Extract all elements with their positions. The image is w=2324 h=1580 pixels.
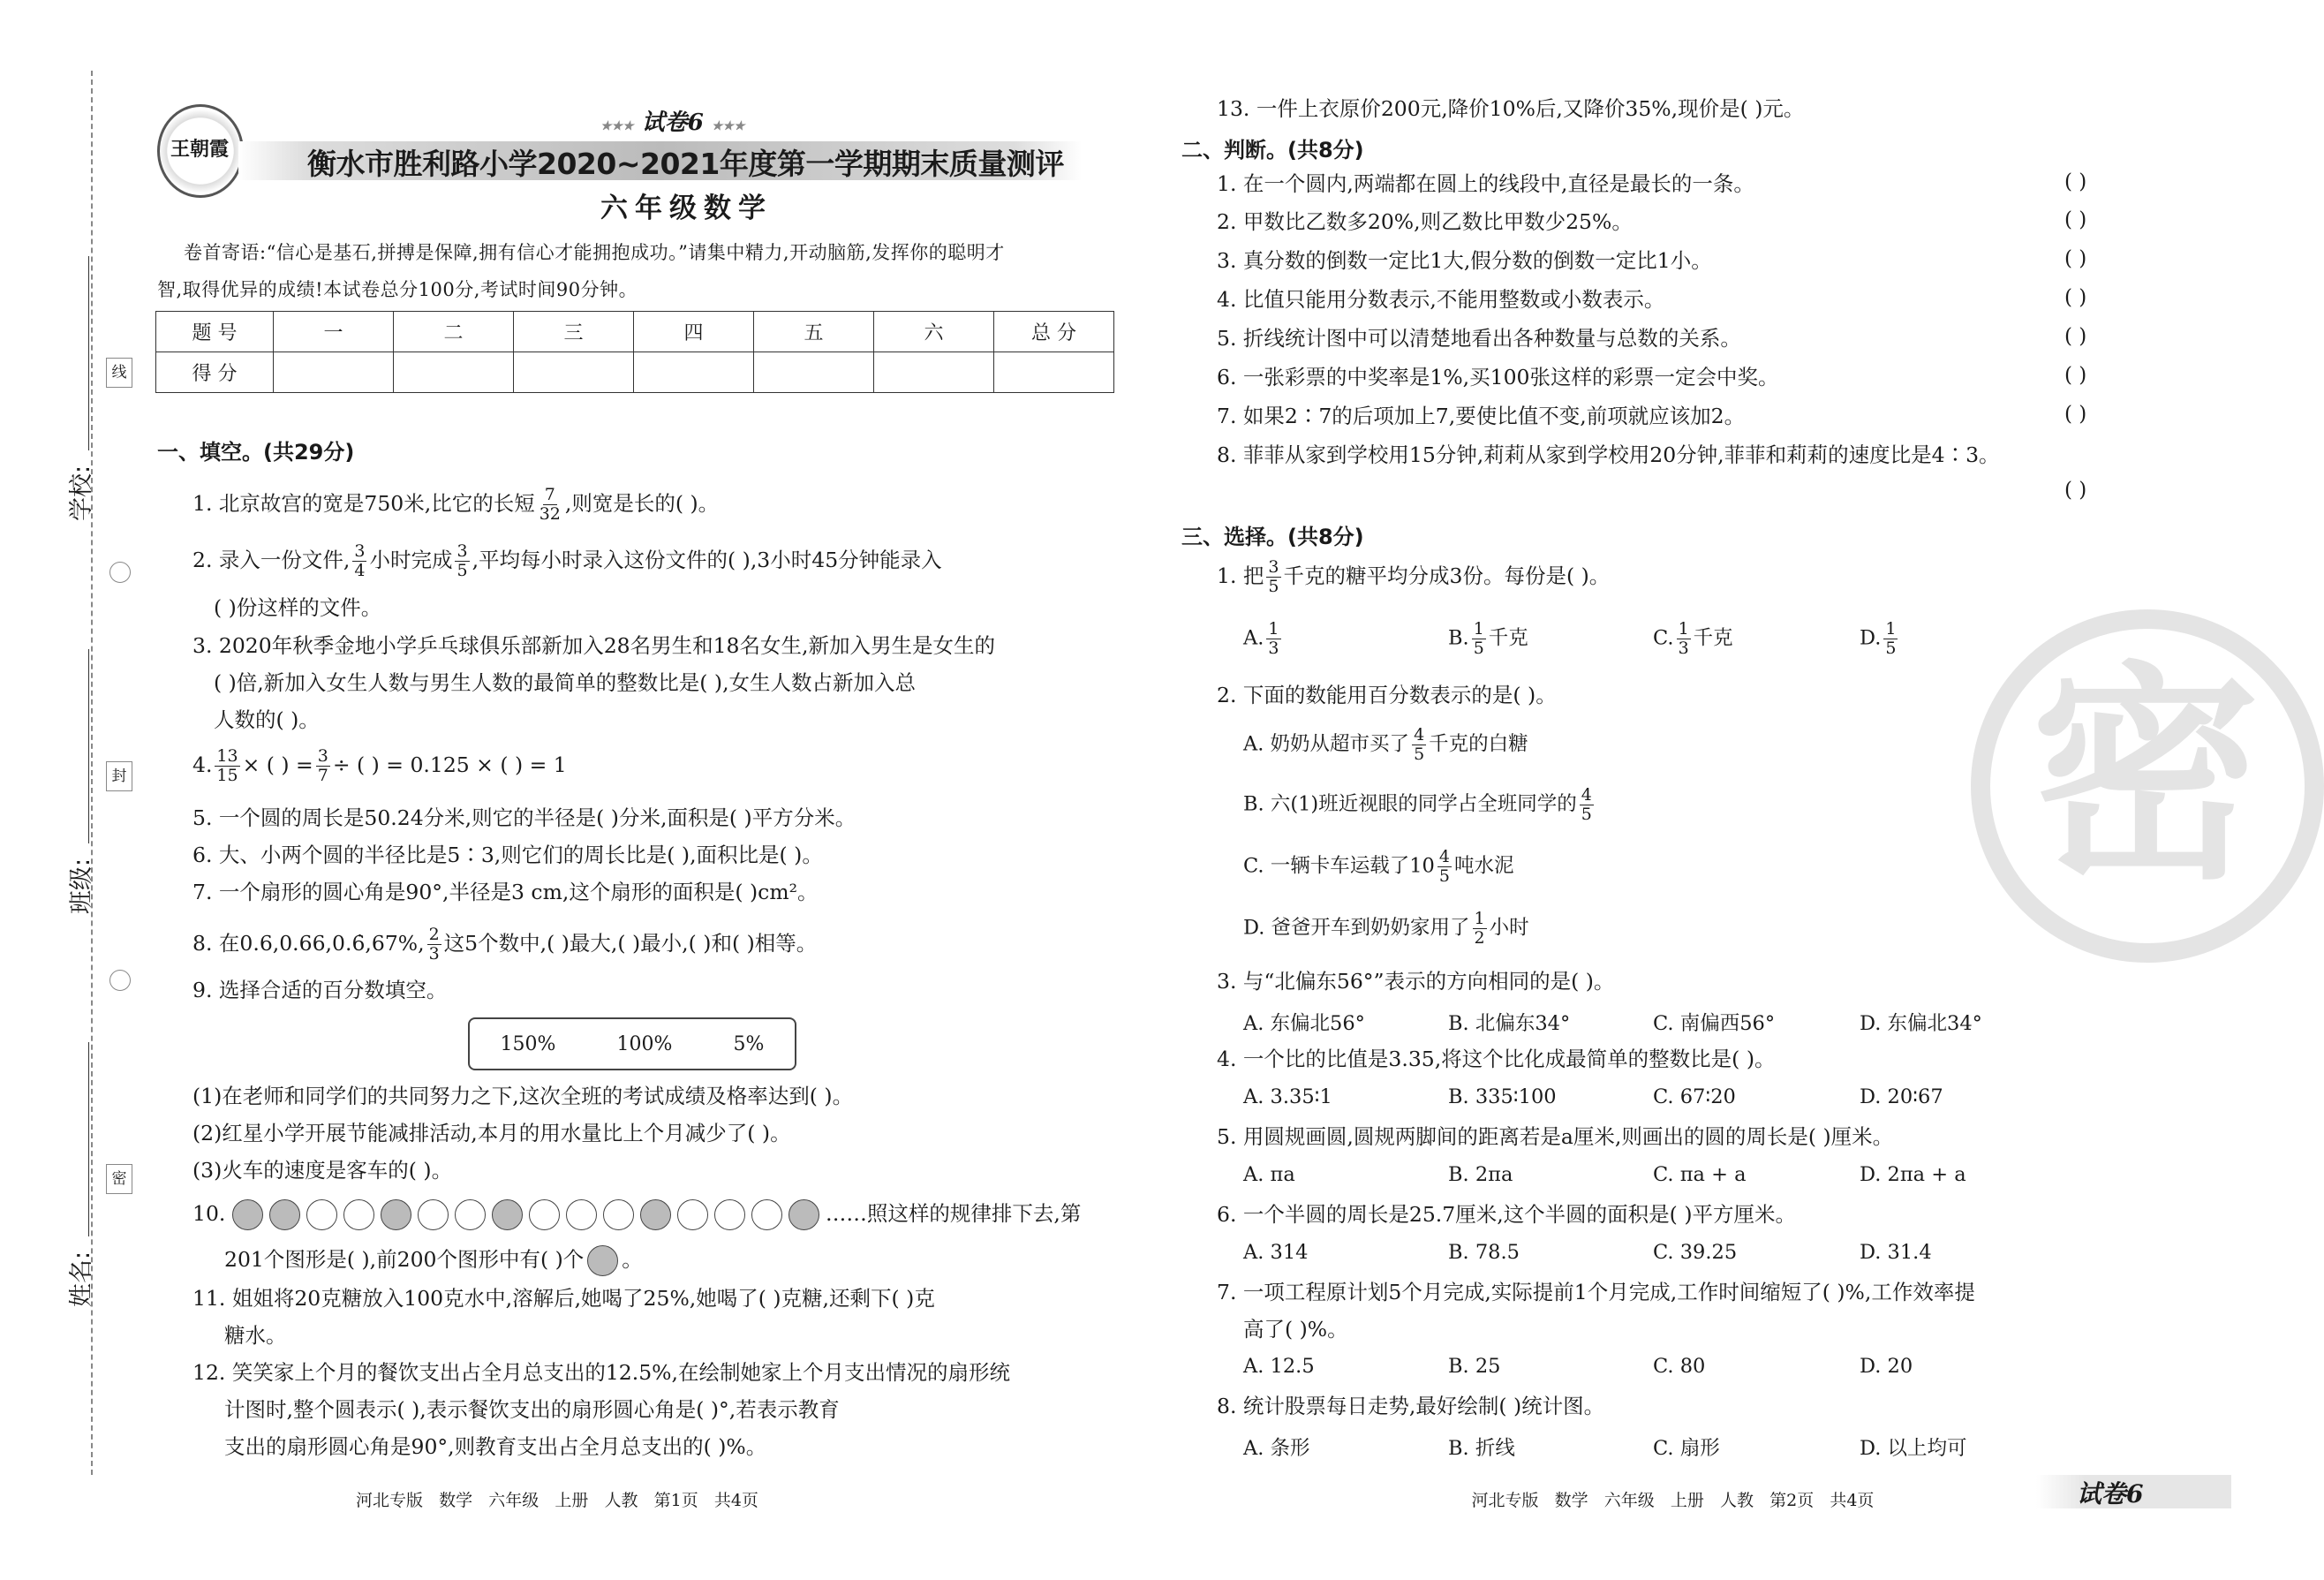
school-label: 学校:	[68, 465, 95, 521]
score-cell[interactable]	[514, 352, 634, 393]
choice-question: 5. 用圆规画圆,圆规两脚间的距离若是a厘米,则画出的圆的周长是( )厘米。	[1217, 1124, 1894, 1149]
percent-option: 5%	[733, 1032, 765, 1055]
q2-text: 2. 录入一份文件,	[192, 548, 351, 572]
numerator: 2	[428, 925, 440, 944]
answer-paren[interactable]: ( )	[2064, 479, 2087, 502]
choice-option[interactable]: D. 2πa + a	[1860, 1163, 1966, 1186]
fraction	[316, 747, 330, 785]
score-cell[interactable]	[874, 352, 994, 393]
question-10-cont	[224, 1245, 643, 1276]
question-12-cont: 支出的扇形圆心角是90°,则教育支出占全月总支出的( )%。	[224, 1434, 767, 1459]
score-cell[interactable]	[994, 352, 1114, 393]
white-circle-icon	[677, 1199, 708, 1230]
true-false-item: 2. 甲数比乙数多20%,则乙数比甲数少25%。	[1217, 209, 1633, 234]
choice-1-option-d[interactable]: D. $\frac{1}{5}$	[1860, 619, 1897, 658]
choice-question-cont: 高了( )%。	[1243, 1317, 1348, 1342]
table-header: 五	[754, 312, 874, 352]
q4-text: 4.	[192, 752, 213, 777]
choice-option[interactable]: C. 80	[1653, 1355, 1706, 1378]
table-row	[156, 312, 1114, 352]
table-header: 一	[274, 312, 394, 352]
choice-option[interactable]: B. 335∶100	[1448, 1085, 1557, 1108]
white-circle-icon	[306, 1199, 337, 1230]
q10-text: 201个图形是( ),前200个图形中有( )个	[224, 1247, 585, 1272]
choice-option[interactable]: B. 25	[1448, 1355, 1501, 1378]
choice-1-option-b[interactable]: B. $\frac{1}{5}$ 千克	[1448, 619, 1528, 658]
question-4	[192, 747, 567, 785]
choice-option[interactable]: A. 条形	[1243, 1437, 1310, 1460]
true-false-item: 3. 真分数的倒数一定比1大,假分数的倒数一定比1小。	[1217, 248, 1712, 273]
question-9: 9. 选择合适的百分数填空。	[192, 978, 448, 1002]
answer-paren[interactable]: ( )	[2064, 170, 2087, 193]
choice-option[interactable]: C. 扇形	[1653, 1437, 1720, 1460]
question-9-3: (3)火车的速度是客车的( )。	[192, 1158, 453, 1183]
score-cell[interactable]	[394, 352, 514, 393]
white-circle-icon	[603, 1199, 634, 1230]
logo-text: 王朝霞	[170, 139, 229, 161]
choice-2-option-d[interactable]: D. 爸爸开车到奶奶家用了 $\frac{1}{2}$ 小时	[1243, 909, 1529, 948]
choice-option[interactable]: A. 3.35∶1	[1243, 1085, 1332, 1108]
question-2	[192, 542, 942, 580]
question-5: 5. 一个圆的周长是50.24分米,则它的半径是( )分米,面积是( )平方分米。	[192, 805, 856, 830]
score-cell[interactable]	[754, 352, 874, 393]
seal-watermark-glyph: 密	[2031, 644, 2260, 911]
fraction	[455, 542, 469, 580]
score-cell[interactable]	[274, 352, 394, 393]
choice-option[interactable]: D. 20	[1860, 1355, 1913, 1378]
question-9-1: (1)在老师和同学们的共同努力之下,这次全班的考试成绩及格率达到( )。	[192, 1084, 854, 1108]
choice-option[interactable]: C. 67∶20	[1653, 1085, 1736, 1108]
question-12-cont: 计图时,整个圆表示( ),表示餐饮支出的扇形圆心角是( )°,若表示教育	[224, 1397, 840, 1422]
name-label: 姓名:	[68, 1251, 95, 1307]
numerator: 7	[544, 485, 555, 504]
choice-1-option-c[interactable]: C. $\frac{1}{3}$ 千克	[1653, 619, 1733, 658]
numerator: 3	[317, 746, 328, 766]
gray-circle-icon	[587, 1245, 618, 1276]
q2-text: 小时完成	[369, 548, 453, 572]
table-header: 得 分	[156, 352, 274, 393]
footer-right: 河北专版 数学 六年级 上册 人教 第2页 共4页	[1471, 1491, 1875, 1510]
score-cell[interactable]	[634, 352, 754, 393]
true-false-item: 7. 如果2∶7的后项加上7,要使比值不变,前项就应该加2。	[1217, 404, 1746, 428]
school-blank[interactable]	[88, 256, 89, 450]
choice-question: 4. 一个比的比值是3.35,将这个比化成最简单的整数比是( )。	[1217, 1047, 1776, 1071]
denominator: 5	[456, 561, 468, 580]
score-table	[155, 311, 1114, 393]
choice-2-option-c[interactable]: C. 一辆卡车运载了10 $\frac{4}{5}$ 吨水泥	[1243, 847, 1514, 886]
answer-paren[interactable]: ( )	[2064, 403, 2087, 426]
q2-text: ,平均每小时录入这份文件的( ),3小时45分钟能录入	[472, 548, 942, 572]
question-8	[192, 926, 817, 964]
choice-question: 7. 一项工程原计划5个月完成,实际提前1个月完成,工作时间缩短了( )%,工作效率提	[1217, 1280, 1975, 1304]
seal-mark-seal: 封	[106, 761, 132, 791]
question-11: 11. 姐姐将20克糖放入100克水中,溶解后,她喝了25%,她喝了( )克糖,还剩下( )克	[192, 1286, 935, 1311]
class-blank[interactable]	[88, 649, 89, 843]
true-false-item: 4. 比值只能用分数表示,不能用整数或小数表示。	[1217, 287, 1665, 312]
choice-option[interactable]: D. 以上均可	[1860, 1437, 1967, 1460]
paper-badge	[600, 104, 745, 137]
choice-option[interactable]: C. πa + a	[1653, 1163, 1747, 1186]
question-11-cont: 糖水。	[224, 1323, 287, 1348]
star-icon: ★★★	[711, 119, 745, 133]
star-icon: ★★★	[600, 119, 634, 133]
badge-text: 试卷6	[641, 110, 704, 136]
section-1-title: 一、填空。(共29分)	[157, 440, 355, 465]
true-false-item: 8. 菲菲从家到学校用15分钟,莉莉从家到学校用20分钟,菲菲和莉莉的速度比是4∶3。	[1217, 442, 2000, 467]
section-3-title: 三、选择。(共8分)	[1181, 525, 1364, 549]
binding-hole-icon	[109, 970, 131, 991]
fraction	[427, 926, 441, 964]
choice-option[interactable]: B. 78.5	[1448, 1241, 1520, 1264]
q8-text: 8. 在0.6,0.66,0.6̇,67%,	[192, 931, 425, 956]
answer-paren[interactable]: ( )	[2064, 325, 2087, 348]
table-row	[156, 352, 1114, 393]
q4-text: × ( ) =	[242, 752, 313, 777]
choice-option[interactable]: A. 314	[1243, 1241, 1309, 1264]
table-header: 总 分	[994, 312, 1114, 352]
true-false-item: 1. 在一个圆内,两端都在圆上的线段中,直径是最长的一条。	[1217, 171, 1754, 196]
denominator: 15	[216, 766, 238, 785]
table-header: 四	[634, 312, 754, 352]
choice-option[interactable]: A. 12.5	[1243, 1355, 1315, 1378]
fraction	[1266, 558, 1280, 596]
choice-1-option-a[interactable]: A. $\frac{1}{3}$	[1243, 619, 1279, 658]
choice-question: 8. 统计股票每日走势,最好绘制( )统计图。	[1217, 1394, 1605, 1418]
white-circle-icon	[529, 1199, 560, 1230]
choice-option[interactable]: C. 39.25	[1653, 1241, 1738, 1264]
gray-circle-icon	[232, 1199, 263, 1230]
page-subtitle: 六年级数学	[600, 193, 773, 224]
true-false-item: 5. 折线统计图中可以清楚地看出各种数量与总数的关系。	[1217, 326, 1741, 351]
fraction	[352, 542, 366, 580]
choice-2-option-b[interactable]: B. 六(1)班近视眼的同学占全班同学的 $\frac{4}{5}$	[1243, 785, 1592, 824]
white-circle-icon	[751, 1199, 782, 1230]
numerator: 3	[1268, 557, 1279, 577]
choice-option[interactable]: B. 北偏东34°	[1448, 1012, 1571, 1035]
white-circle-icon	[343, 1199, 374, 1230]
c1-text: 1. 把	[1217, 563, 1264, 588]
choice-option[interactable]: A. πa	[1243, 1163, 1295, 1186]
choice-option[interactable]: D. 东偏北34°	[1860, 1012, 1982, 1035]
gray-circle-icon	[381, 1199, 411, 1230]
choice-option[interactable]: D. 20∶67	[1860, 1085, 1943, 1108]
denominator: 32	[539, 504, 561, 524]
numerator: 3	[456, 541, 468, 561]
numerator: 3	[354, 541, 366, 561]
circle-sequence	[232, 1201, 826, 1226]
answer-paren[interactable]: ( )	[2064, 208, 2087, 231]
gray-circle-icon	[640, 1199, 671, 1230]
binding-hole-icon	[109, 562, 131, 583]
white-circle-icon	[566, 1199, 597, 1230]
choice-question: 3. 与“北偏东56°”表示的方向相同的是( )。	[1217, 969, 1615, 994]
answer-paren[interactable]: ( )	[2064, 286, 2087, 309]
percent-choice-box	[468, 1017, 796, 1070]
gray-circle-icon	[788, 1199, 819, 1230]
numerator: 13	[216, 746, 238, 766]
paper-tag-label: 试卷6	[2077, 1479, 2144, 1508]
choice-1	[1217, 558, 1610, 596]
denominator: 4	[354, 561, 366, 580]
seal-mark-line: 线	[106, 358, 132, 388]
question-2-cont: ( )份这样的文件。	[214, 595, 382, 620]
intro-line-1: 卷首寄语:“信心是基石,拼搏是保障,拥有信心才能拥抱成功。”请集中精力,开动脑筋,发挥你的聪明才	[184, 242, 1005, 263]
page-title: 衡水市胜利路小学2020~2021年度第一学期期末质量测评	[307, 147, 1064, 181]
choice-option[interactable]: A. 东偏北56°	[1243, 1012, 1365, 1035]
percent-option: 100%	[616, 1032, 673, 1055]
percent-option: 150%	[500, 1032, 556, 1055]
table-header: 六	[874, 312, 994, 352]
q10-text: ……照这样的规律排下去,第	[825, 1201, 1082, 1226]
question-3: 3. 2020年秋季金地小学乒乓球俱乐部新加入28名男生和18名女生,新加入男生是女生的	[192, 633, 995, 658]
question-10	[192, 1199, 1081, 1230]
q1-text: 1. 北京故宫的宽是750米,比它的长短	[192, 491, 535, 516]
question-6: 6. 大、小两个圆的半径比是5∶3,则它们的周长比是( ),面积比是( )。	[192, 843, 823, 867]
white-circle-icon	[455, 1199, 486, 1230]
question-12: 12. 笑笑家上个月的餐饮支出占全月总支出的12.5%,在绘制她家上个月支出情况的扇形统	[192, 1360, 1010, 1385]
question-7: 7. 一个扇形的圆心角是90°,半径是3 cm,这个扇形的面积是( )cm²。	[192, 880, 819, 904]
class-label: 班级:	[68, 858, 95, 914]
choice-option[interactable]: D. 31.4	[1860, 1241, 1932, 1264]
denominator: 7	[317, 766, 328, 785]
answer-paren[interactable]: ( )	[2064, 364, 2087, 387]
choice-option[interactable]: B. 2πa	[1448, 1163, 1513, 1186]
denominator: 3	[428, 944, 440, 964]
q10-text: 10.	[192, 1201, 226, 1226]
intro-line-2: 智,取得优异的成绩!本试卷总分100分,考试时间90分钟。	[157, 279, 638, 300]
name-blank[interactable]	[88, 1042, 89, 1236]
true-false-item: 6. 一张彩票的中奖率是1%,买100张这样的彩票一定会中奖。	[1217, 365, 1779, 389]
seal-mark-secret: 密	[106, 1164, 132, 1194]
q1-text: ,则宽是长的( )。	[564, 491, 720, 516]
gray-circle-icon	[492, 1199, 523, 1230]
choice-2-option-a[interactable]: A. 奶奶从超市买了 $\frac{4}{5}$ 千克的白糖	[1243, 725, 1528, 764]
q10-text: 。	[622, 1247, 643, 1272]
table-header: 二	[394, 312, 514, 352]
choice-question: 6. 一个半圆的周长是25.7厘米,这个半圆的面积是( )平方厘米。	[1217, 1202, 1796, 1227]
denominator: 5	[1268, 577, 1279, 596]
q8-text: 这5个数中,( )最大,( )最小,( )和( )相等。	[443, 931, 818, 956]
question-3-cont: ( )倍,新加入女生人数与男生人数的最简单的整数比是( ),女生人数占新加入总	[214, 670, 917, 695]
question-9-2: (2)红星小学开展节能减排活动,本月的用水量比上个月减少了( )。	[192, 1121, 791, 1145]
choice-2: 2. 下面的数能用百分数表示的是( )。	[1217, 683, 1557, 707]
question-1	[192, 486, 719, 524]
question-13: 13. 一件上衣原价200元,降价10%后,又降价35%,现价是( )元。	[1217, 96, 1805, 121]
table-header: 三	[514, 312, 634, 352]
footer-left: 河北专版 数学 六年级 上册 人教 第1页 共4页	[356, 1491, 758, 1510]
q4-text: ÷ ( ) = 0.125 × ( ) = 1	[332, 752, 567, 777]
choice-option[interactable]: C. 南偏西56°	[1653, 1012, 1776, 1035]
answer-paren[interactable]: ( )	[2064, 247, 2087, 270]
fraction	[538, 486, 562, 524]
white-circle-icon	[714, 1199, 745, 1230]
section-2-title: 二、判断。(共8分)	[1181, 138, 1364, 163]
table-header: 题 号	[156, 312, 274, 352]
gray-circle-icon	[269, 1199, 300, 1230]
choice-option[interactable]: B. 折线	[1448, 1437, 1515, 1460]
white-circle-icon	[418, 1199, 449, 1230]
c1-text: 千克的糖平均分成3份。每份是( )。	[1283, 563, 1611, 588]
question-3-cont: 人数的( )。	[214, 707, 320, 732]
fraction	[215, 747, 239, 785]
